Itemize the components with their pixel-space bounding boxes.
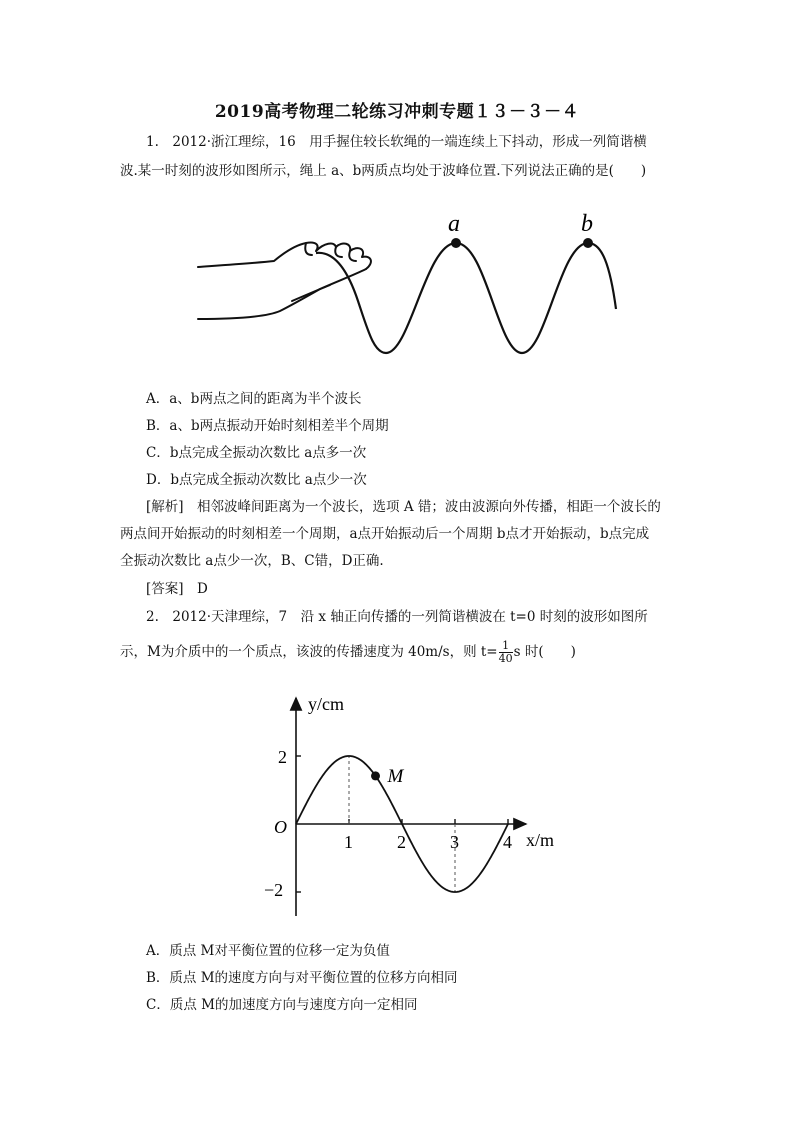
fraction-numerator: 1 [499,640,513,653]
q2-option-c: C．质点 M的加速度方向与速度方向一定相同 [146,997,418,1013]
time-fraction [499,640,513,665]
x-tick-2: 2 [397,832,406,852]
y-tick-2: 2 [278,747,287,767]
label-m: M [387,765,404,787]
q1-analysis-line2: 两点间开始振动的时刻相差一个周期，a点开始振动后一个周期 b点才开始振动，b点完成 [120,526,650,542]
wave-graph [258,688,578,923]
q2-stem-line2-pre: 示，M为介质中的一个质点，该波的传播速度为 40m/s，则 t= [120,644,498,660]
label-b: b [581,211,593,237]
x-tick-1: 1 [344,832,353,852]
q2-stem-line2 [120,640,576,665]
point-b [583,238,593,248]
y-axis-label: y/cm [308,694,344,714]
label-a: a [448,211,460,237]
q1-option-c: C．b点完成全振动次数比 a点多一次 [146,445,367,461]
rope-wave-figure [196,205,626,365]
q1-option-b: B．a、b两点振动开始时刻相差半个周期 [146,418,389,434]
q2-option-a: A．质点 M对平衡位置的位移一定为负值 [146,943,390,959]
y-tick-neg2: −2 [264,880,284,900]
q1-option-d: D．b点完成全振动次数比 a点少一次 [146,472,367,488]
point-a [451,238,461,248]
q1-option-a: A．a、b两点之间的距离为半个波长 [146,391,362,407]
q1-answer: [答案] D [146,581,208,597]
point-m [371,771,380,780]
x-tick-3: 3 [450,832,459,852]
rope-wave-curve [316,243,616,353]
origin-label: O [274,817,287,837]
x-tick-4: 4 [503,832,512,852]
q2-stem-line2-post: s 时( ) [513,644,576,660]
hand-illustration [198,242,371,319]
q1-analysis-line3: 全振动次数比 a点少一次，B、C错，D正确. [120,553,384,569]
fraction-denominator: 40 [498,652,513,665]
q1-analysis-line1: [解析] 相邻波峰间距离为一个波长，选项 A 错；波由波源向外传播，相距一个波长的 [146,499,661,515]
q2-option-b: B．质点 M的速度方向与对平衡位置的位移方向相同 [146,970,458,986]
page-title: 2019高考物理二轮练习冲刺专题１３－３－４ [214,102,580,122]
q1-stem-line1: 1. 2012·浙江理综，16 用手握住较长软绳的一端连续上下抖动，形成一列简谐横 [146,134,647,150]
q2-stem-line1: 2. 2012·天津理综，7 沿 x 轴正向传播的一列简谐横波在 t=0 时刻的波形如图所 [146,609,648,625]
x-axis-label: x/m [526,830,555,850]
q1-stem-line2: 波.某一时刻的波形如图所示，绳上 a、b两质点均处于波峰位置.下列说法正确的是( ) [120,163,647,179]
